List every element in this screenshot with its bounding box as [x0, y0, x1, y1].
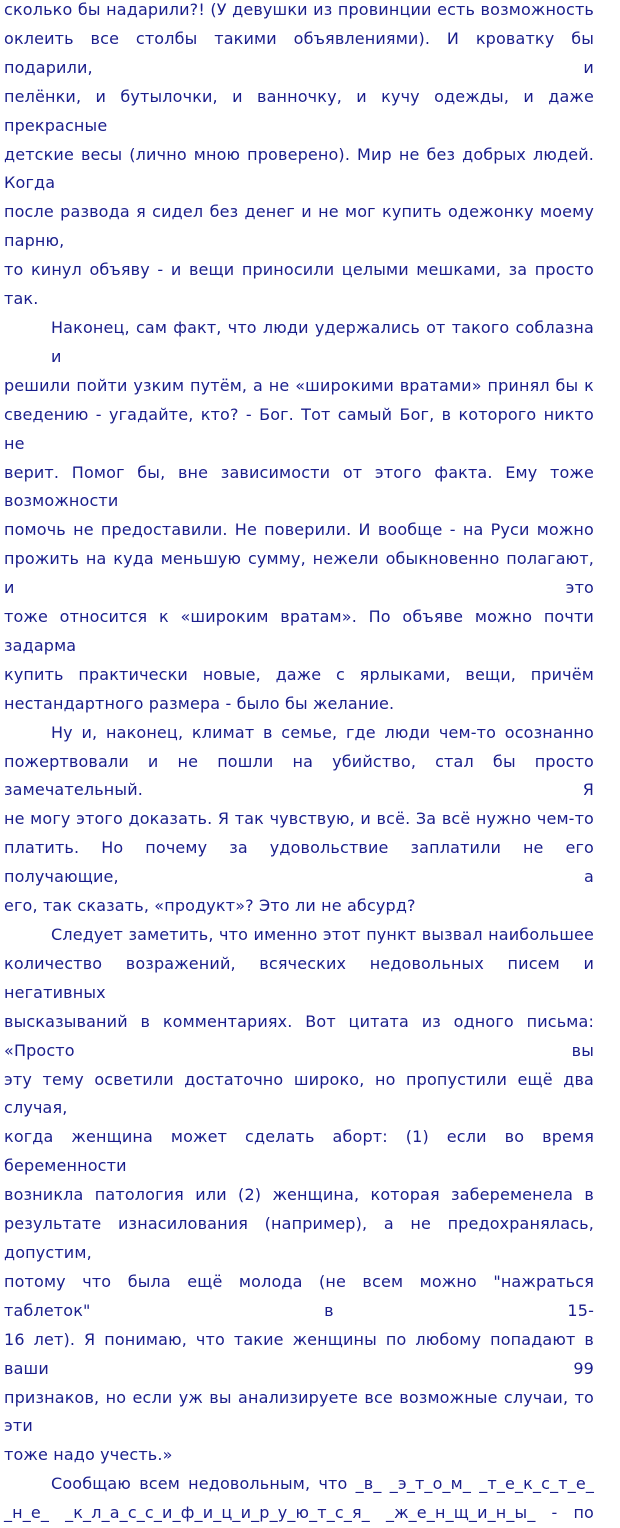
text-line: тоже относится к «широким вратам». По объяве можно почти задарма	[4, 607, 594, 655]
paragraph-4	[4, 921, 594, 1470]
text-line: Ну и, наконец, климат в семье, где люди чем-то осознанно	[51, 722, 594, 742]
document-body	[4, 0, 594, 1528]
text-line: результате изнасилования (например), а не предохранялась, допустим,	[4, 1214, 594, 1262]
text-line: возникла патология или (2) женщина, которая забеременела в	[4, 1185, 594, 1205]
paragraph-5	[4, 1470, 594, 1528]
text-line: купить практически новые, даже с ярлыками, вещи, причём	[4, 664, 594, 684]
text-line: нестандартного размера - было бы желание.	[4, 693, 395, 713]
text-line: детские весы (лично мною проверено). Мир не без добрых людей. Когда	[4, 144, 594, 193]
text-line: признаков, но если уж вы анализируете все возможные случаи, то эти	[4, 1387, 594, 1436]
text-line: сведению - угадайте, кто? - Бог. Тот самый Бог, в которого никто не	[4, 404, 594, 453]
text-line: пожертвовали и не пошли на убийство, стал бы просто замечательный. Я	[4, 751, 594, 800]
text-line: верит. Помог бы, вне зависимости от этого факта. Ему тоже возможности	[4, 462, 594, 511]
text-line: сколько бы надарили?! (У девушки из провинции есть возможность	[4, 0, 594, 19]
text-line: 16 лет). Я понимаю, что такие женщины по любому попадают в ваши 99	[4, 1329, 594, 1378]
paragraph-2	[4, 314, 594, 719]
text-line: не могу этого доказать. Я так чувствую, и всё. За всё нужно чем-то	[4, 809, 594, 829]
text-line: высказываний в комментариях. Вот цитата из одного письма: «Просто вы	[4, 1011, 594, 1060]
text-line: решили пойти узким путём, а не «широкими вратами» принял бы к	[4, 375, 594, 395]
text-line: _н_е_ _к_л_а_с_с_и_ф_и_ц_и_р_у_ю_т_с_я_ _ж_е_н_щ_и_н_ы_ - по	[4, 1503, 594, 1523]
text-line: то кинул объяву - и вещи приносили целыми мешками, за просто так.	[4, 260, 594, 309]
text-line: Наконец, сам факт, что люди удержались от такого соблазна и	[51, 317, 594, 366]
text-line: тоже надо учесть.»	[4, 1445, 173, 1465]
text-line: помочь не предоставили. Не поверили. И вообще - на Руси можно	[4, 520, 594, 540]
text-line: Сообщаю всем недовольным, что _в_ _э_т_о_м_ _т_е_к_с_т_е_	[51, 1474, 594, 1494]
text-line: платить. Но почему за удовольствие заплатили не его получающие, а	[4, 838, 594, 887]
paragraph-1	[4, 0, 594, 314]
text-line: после развода я сидел без денег и не мог купить одежонку моему парню,	[4, 202, 594, 251]
paragraph-3	[4, 719, 594, 921]
text-line: прожить на куда меньшую сумму, нежели обыкновенно полагают, и это	[4, 549, 594, 598]
text-line: его, так сказать, «продукт»? Это ли не абсурд?	[4, 896, 416, 916]
text-line: потому что была ещё молода (не всем можно "нажраться таблеток" в 15-	[4, 1271, 594, 1320]
text-line: эту тему осветили достаточно широко, но пропустили ещё два случая,	[4, 1069, 594, 1118]
text-line: Следует заметить, что именно этот пункт вызвал наибольшее	[51, 925, 594, 944]
text-line: количество возражений, всяческих недовольных писем и негативных	[4, 953, 594, 1002]
text-line: когда женщина может сделать аборт: (1) если во время беременности	[4, 1127, 594, 1176]
text-line: пелёнки, и бутылочки, и ванночку, и кучу одежды, и даже прекрасные	[4, 86, 594, 135]
text-line: оклеить все столбы такими объявлениями). И кроватку бы подарили, и	[4, 28, 594, 77]
